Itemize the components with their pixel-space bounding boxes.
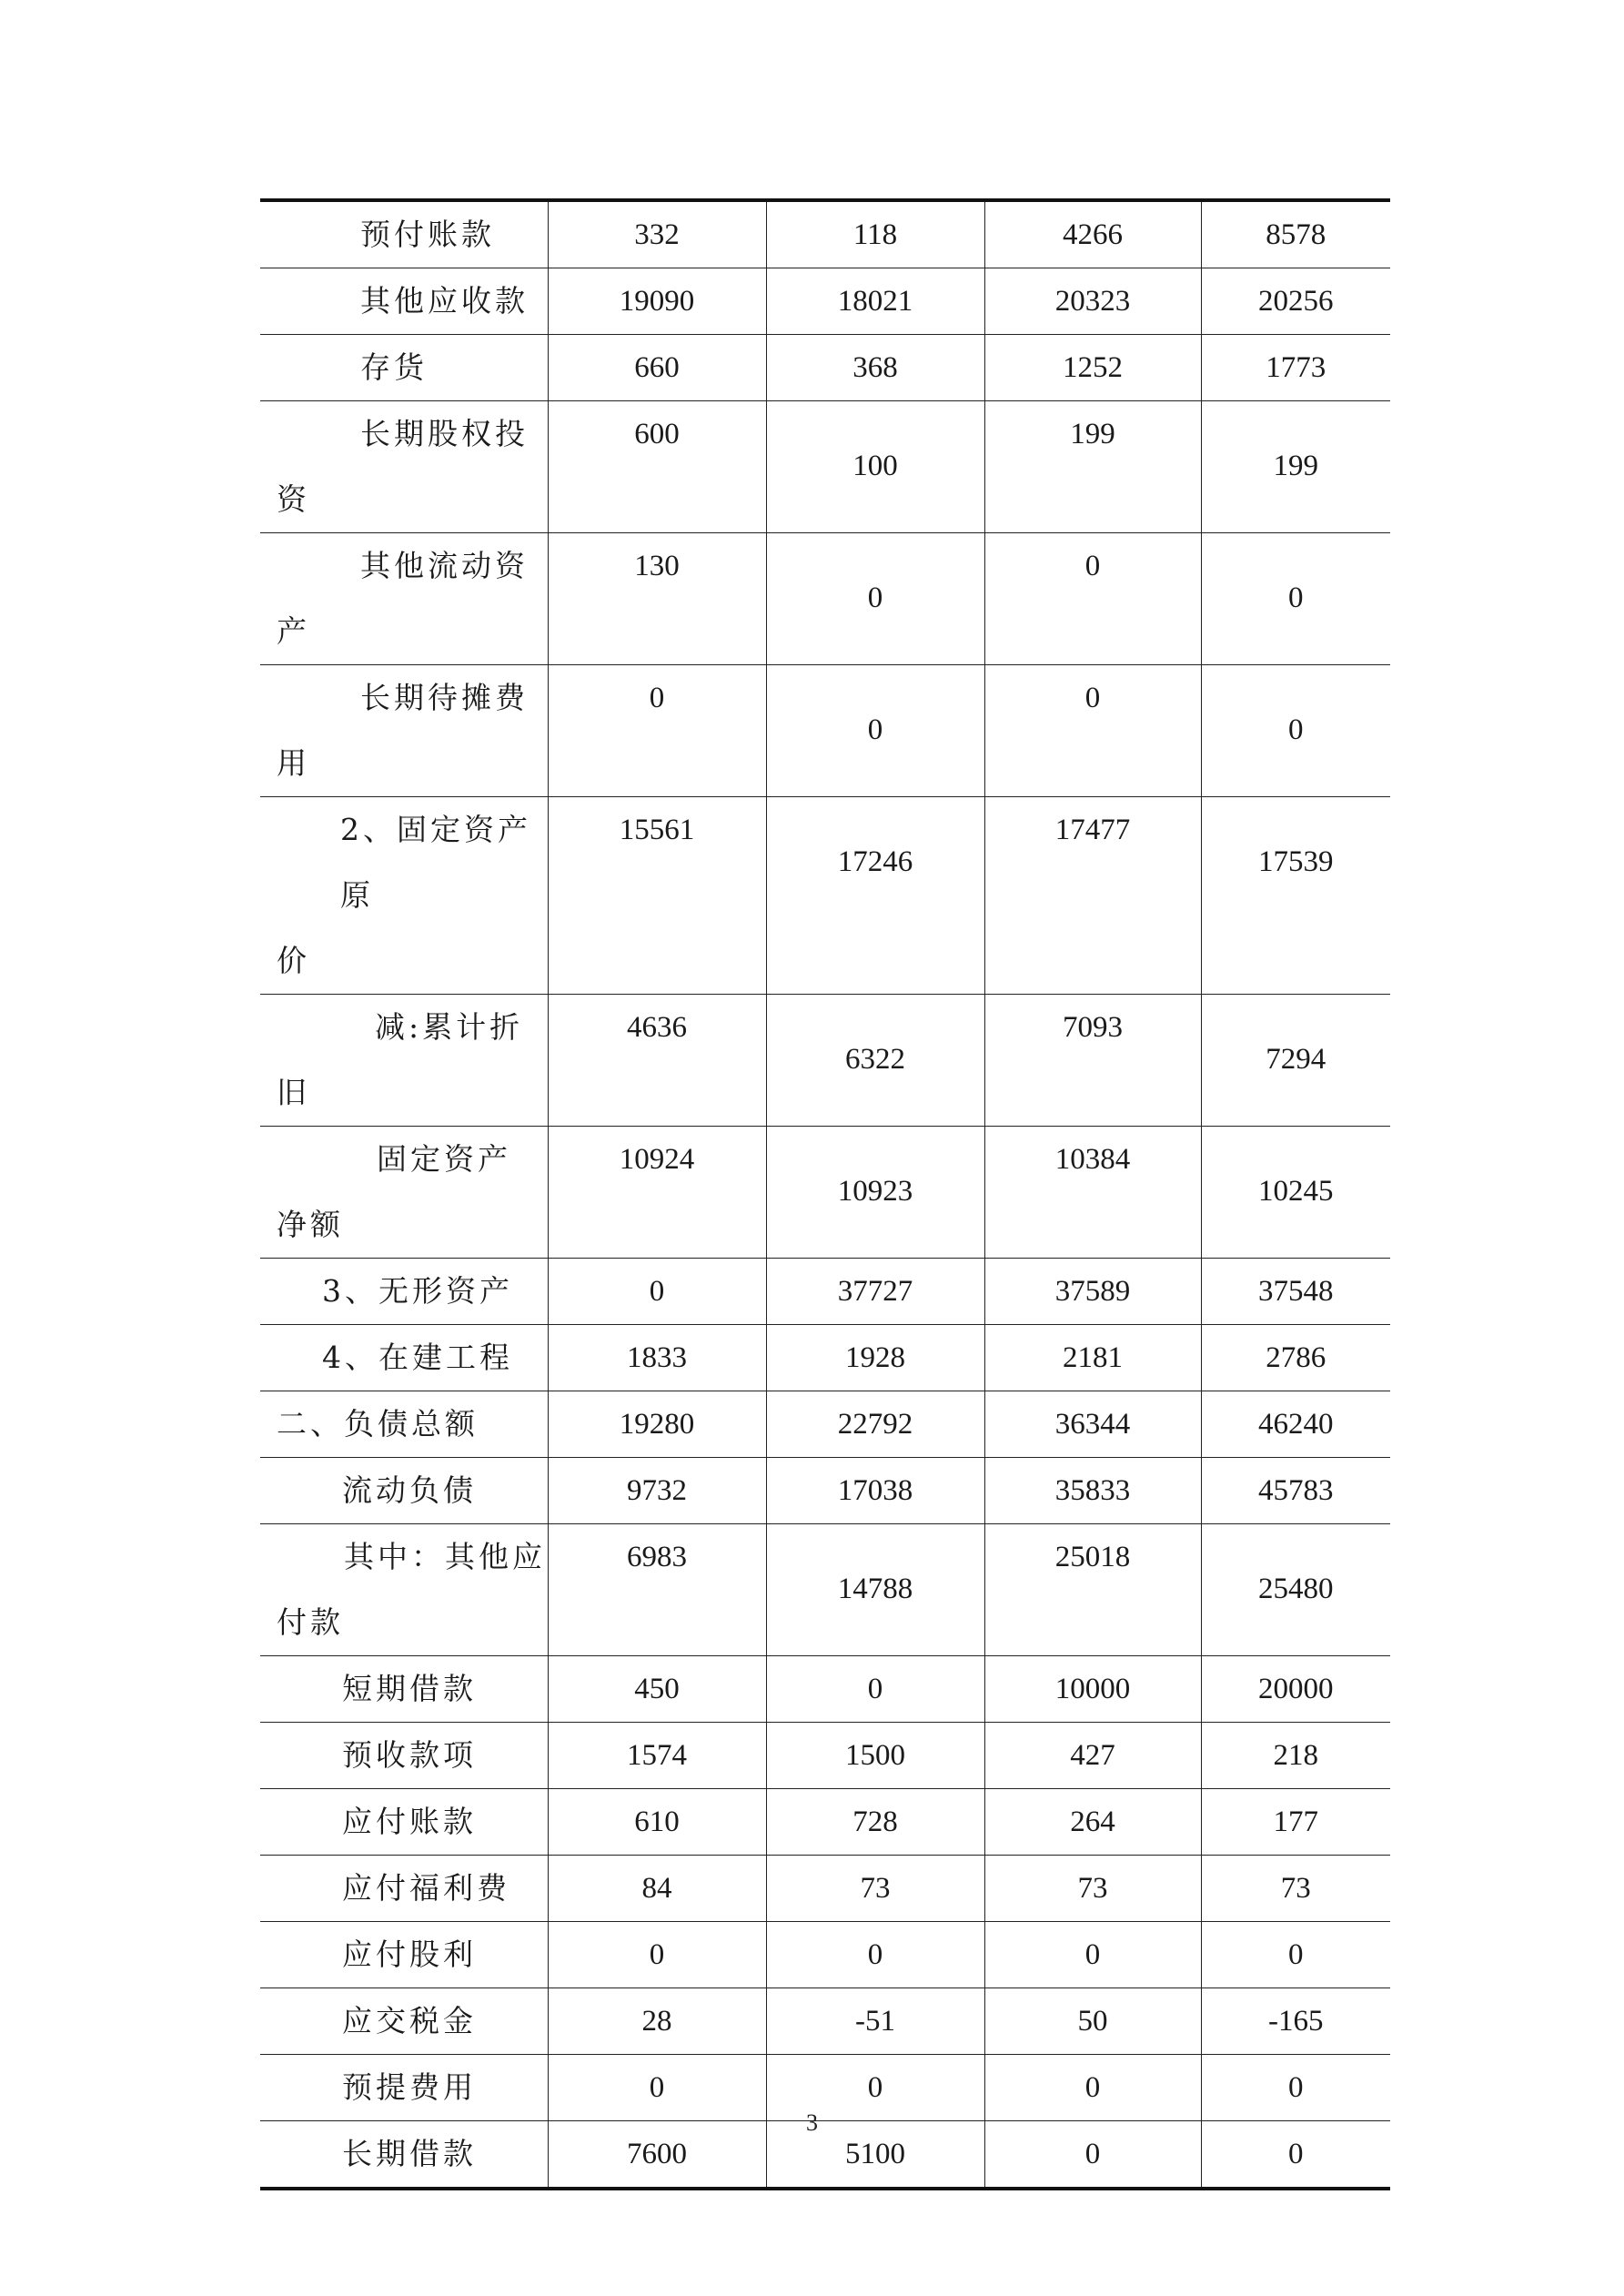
row-label-line1: 长期股权投 bbox=[360, 416, 529, 451]
cell-value: 199 bbox=[984, 401, 1201, 533]
cell-value: 10923 bbox=[766, 1127, 984, 1259]
row-label: 预提费用 bbox=[260, 2055, 548, 2121]
cell-value: 1833 bbox=[548, 1325, 766, 1391]
cell-value: 8578 bbox=[1201, 200, 1390, 268]
row-label-line2: 价 bbox=[277, 943, 310, 978]
cell-value: 218 bbox=[1201, 1723, 1390, 1789]
cell-value: 450 bbox=[548, 1656, 766, 1723]
cell-value: 37548 bbox=[1201, 1259, 1390, 1325]
cell-value: 728 bbox=[766, 1789, 984, 1856]
cell-value: 35833 bbox=[984, 1458, 1201, 1524]
cell-value: 0 bbox=[984, 1922, 1201, 1988]
table-row bbox=[260, 533, 1390, 665]
table-row bbox=[260, 1988, 1390, 2055]
cell-value: 0 bbox=[1201, 1922, 1390, 1988]
cell-value: 18021 bbox=[766, 268, 984, 335]
cell-value: 20323 bbox=[984, 268, 1201, 335]
table-row bbox=[260, 1524, 1390, 1656]
cell-value: 2181 bbox=[984, 1325, 1201, 1391]
cell-value: 332 bbox=[548, 200, 766, 268]
cell-value: 1252 bbox=[984, 335, 1201, 401]
table-row bbox=[260, 1259, 1390, 1325]
cell-value: 0 bbox=[984, 533, 1201, 665]
row-label: 预付账款 bbox=[260, 200, 548, 268]
cell-value: 19090 bbox=[548, 268, 766, 335]
table-row bbox=[260, 797, 1390, 995]
row-label: 3、无形资产 bbox=[260, 1259, 548, 1325]
cell-value: 73 bbox=[766, 1856, 984, 1922]
table-row bbox=[260, 1723, 1390, 1789]
row-label-line1: 减:累计折 bbox=[375, 1009, 524, 1045]
cell-value: 427 bbox=[984, 1723, 1201, 1789]
cell-value: 0 bbox=[766, 665, 984, 797]
cell-value: 0 bbox=[766, 533, 984, 665]
cell-value: 610 bbox=[548, 1789, 766, 1856]
cell-value: 368 bbox=[766, 335, 984, 401]
row-label: 应付股利 bbox=[260, 1922, 548, 1988]
cell-value: 17038 bbox=[766, 1458, 984, 1524]
cell-value: 84 bbox=[548, 1856, 766, 1922]
cell-value: 37589 bbox=[984, 1259, 1201, 1325]
row-label: 预收款项 bbox=[260, 1723, 548, 1789]
cell-value: -165 bbox=[1201, 1988, 1390, 2055]
cell-value: 7294 bbox=[1201, 995, 1390, 1127]
row-label-line1: 其中：其他应 bbox=[344, 1539, 546, 1574]
row-label bbox=[260, 533, 548, 665]
cell-value: 0 bbox=[1201, 2121, 1390, 2190]
cell-value: 0 bbox=[548, 1259, 766, 1325]
cell-value: 45783 bbox=[1201, 1458, 1390, 1524]
table-row bbox=[260, 1922, 1390, 1988]
cell-value: 25018 bbox=[984, 1524, 1201, 1656]
cell-value: 0 bbox=[1201, 2055, 1390, 2121]
cell-value: 20000 bbox=[1201, 1656, 1390, 1723]
row-label bbox=[260, 995, 548, 1127]
cell-value: 660 bbox=[548, 335, 766, 401]
cell-value: 0 bbox=[548, 665, 766, 797]
cell-value: 22792 bbox=[766, 1391, 984, 1458]
cell-value: 20256 bbox=[1201, 268, 1390, 335]
cell-value: 199 bbox=[1201, 401, 1390, 533]
table-row bbox=[260, 995, 1390, 1127]
row-label: 短期借款 bbox=[260, 1656, 548, 1723]
cell-value: 1773 bbox=[1201, 335, 1390, 401]
cell-value: 6322 bbox=[766, 995, 984, 1127]
cell-value: 7093 bbox=[984, 995, 1201, 1127]
table-row bbox=[260, 401, 1390, 533]
balance-sheet-table bbox=[260, 198, 1390, 2190]
row-label: 其他应收款 bbox=[260, 268, 548, 335]
row-label: 4、在建工程 bbox=[260, 1325, 548, 1391]
table-row bbox=[260, 1656, 1390, 1723]
cell-value: 0 bbox=[548, 2055, 766, 2121]
cell-value: 37727 bbox=[766, 1259, 984, 1325]
cell-value: 600 bbox=[548, 401, 766, 533]
cell-value: 1928 bbox=[766, 1325, 984, 1391]
cell-value: 19280 bbox=[548, 1391, 766, 1458]
cell-value: 4266 bbox=[984, 200, 1201, 268]
row-label bbox=[260, 401, 548, 533]
table-row bbox=[260, 1458, 1390, 1524]
cell-value: 9732 bbox=[548, 1458, 766, 1524]
cell-value: 0 bbox=[548, 1922, 766, 1988]
row-label-line2: 资 bbox=[277, 481, 310, 517]
cell-value: 36344 bbox=[984, 1391, 1201, 1458]
cell-value: 4636 bbox=[548, 995, 766, 1127]
cell-value: 0 bbox=[984, 665, 1201, 797]
table-row bbox=[260, 1325, 1390, 1391]
cell-value: 2786 bbox=[1201, 1325, 1390, 1391]
cell-value: 17477 bbox=[984, 797, 1201, 995]
cell-value: 1500 bbox=[766, 1723, 984, 1789]
row-label-line1: 2、固定资产原 bbox=[340, 812, 531, 913]
cell-value: 0 bbox=[1201, 533, 1390, 665]
table-row bbox=[260, 1391, 1390, 1458]
row-label-line1: 长期待摊费 bbox=[360, 680, 529, 715]
row-label: 流动负债 bbox=[260, 1458, 548, 1524]
row-label-line1: 固定资产 bbox=[377, 1141, 511, 1177]
row-label: 应付账款 bbox=[260, 1789, 548, 1856]
row-label: 长期借款 bbox=[260, 2121, 548, 2190]
row-label: 应付福利费 bbox=[260, 1856, 548, 1922]
row-label-line2: 净额 bbox=[277, 1207, 344, 1242]
cell-value: 0 bbox=[984, 2055, 1201, 2121]
cell-value: -51 bbox=[766, 1988, 984, 2055]
cell-value: 118 bbox=[766, 200, 984, 268]
table-row bbox=[260, 1127, 1390, 1259]
cell-value: 14788 bbox=[766, 1524, 984, 1656]
cell-value: 17539 bbox=[1201, 797, 1390, 995]
table-row bbox=[260, 1789, 1390, 1856]
cell-value: 10924 bbox=[548, 1127, 766, 1259]
cell-value: 10000 bbox=[984, 1656, 1201, 1723]
cell-value: 73 bbox=[1201, 1856, 1390, 1922]
cell-value: 10384 bbox=[984, 1127, 1201, 1259]
table-row bbox=[260, 200, 1390, 268]
cell-value: 177 bbox=[1201, 1789, 1390, 1856]
row-label: 应交税金 bbox=[260, 1988, 548, 2055]
cell-value: 130 bbox=[548, 533, 766, 665]
row-label bbox=[260, 1127, 548, 1259]
row-label-line2: 付款 bbox=[277, 1604, 344, 1640]
table-row bbox=[260, 335, 1390, 401]
row-label bbox=[260, 665, 548, 797]
row-label bbox=[260, 797, 548, 995]
row-label-line2: 用 bbox=[277, 745, 310, 781]
cell-value: 7600 bbox=[548, 2121, 766, 2190]
table-row bbox=[260, 268, 1390, 335]
cell-value: 0 bbox=[1201, 665, 1390, 797]
cell-value: 0 bbox=[984, 2121, 1201, 2190]
table-row bbox=[260, 1856, 1390, 1922]
row-label: 二、负债总额 bbox=[260, 1391, 548, 1458]
row-label-line2: 产 bbox=[277, 613, 310, 649]
row-label-line1: 其他流动资 bbox=[360, 548, 529, 583]
cell-value: 15561 bbox=[548, 797, 766, 995]
cell-value: 73 bbox=[984, 1856, 1201, 1922]
cell-value: 6983 bbox=[548, 1524, 766, 1656]
table-row bbox=[260, 665, 1390, 797]
row-label: 存货 bbox=[260, 335, 548, 401]
cell-value: 25480 bbox=[1201, 1524, 1390, 1656]
page-number: 3 bbox=[806, 2109, 818, 2136]
cell-value: 1574 bbox=[548, 1723, 766, 1789]
row-label-line2: 旧 bbox=[277, 1075, 310, 1110]
cell-value: 17246 bbox=[766, 797, 984, 995]
row-label bbox=[260, 1524, 548, 1656]
cell-value: 0 bbox=[766, 1922, 984, 1988]
cell-value: 46240 bbox=[1201, 1391, 1390, 1458]
cell-value: 50 bbox=[984, 1988, 1201, 2055]
cell-value: 0 bbox=[766, 2055, 984, 2121]
cell-value: 264 bbox=[984, 1789, 1201, 1856]
cell-value: 28 bbox=[548, 1988, 766, 2055]
cell-value: 10245 bbox=[1201, 1127, 1390, 1259]
cell-value: 5100 bbox=[766, 2121, 984, 2190]
cell-value: 0 bbox=[766, 1656, 984, 1723]
cell-value: 100 bbox=[766, 401, 984, 533]
